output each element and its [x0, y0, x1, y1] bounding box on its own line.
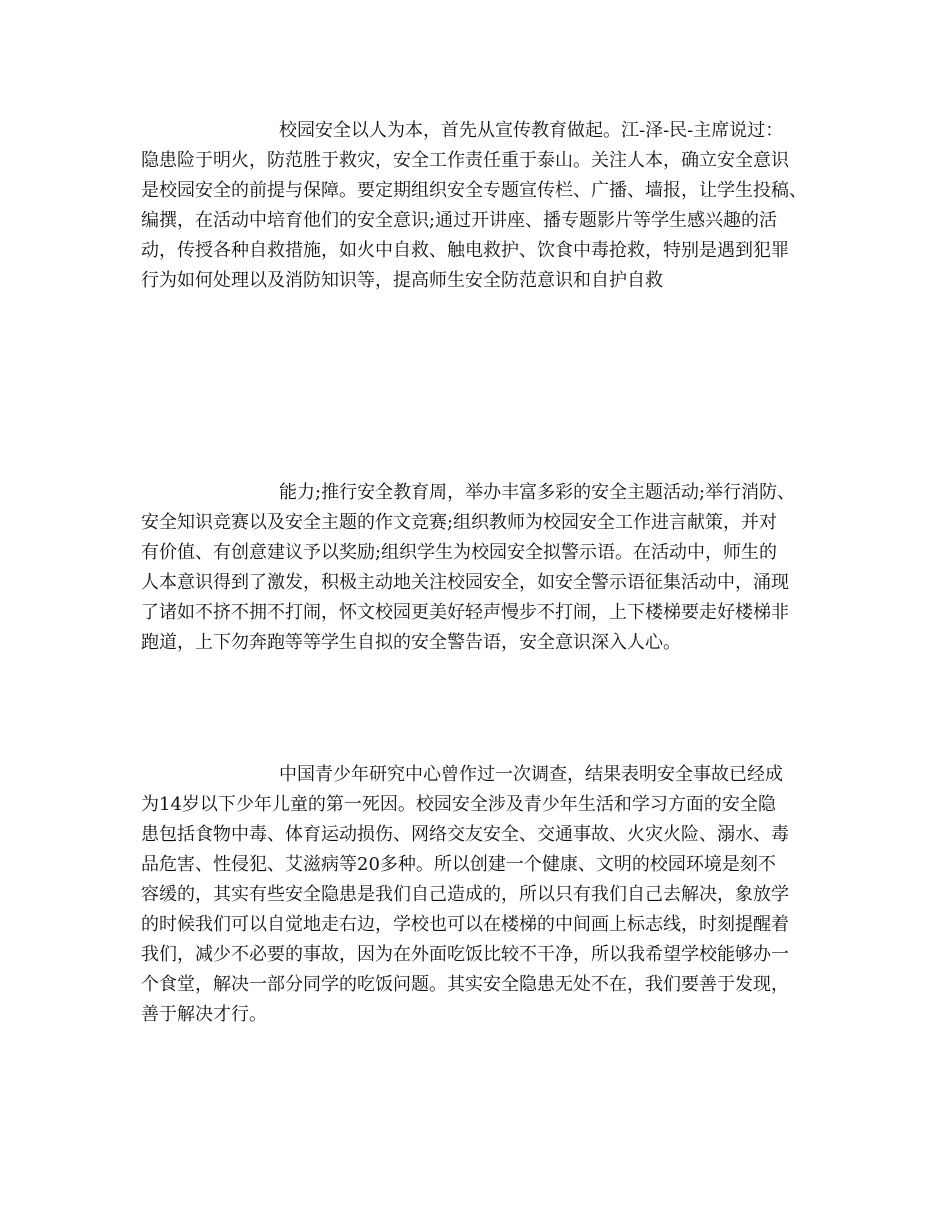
text-line: 校园安全以人为本，首先从宣传教育做起。江-泽-民-主席说过： — [279, 120, 784, 141]
text-line: 我们，减少不必要的事故，因为在外面吃饭比较不干净，所以我希望学校能够办一 — [141, 944, 789, 965]
text-line: 的时候我们可以自觉地走右边，学校也可以在楼梯的中间画上标志线，时刻提醒着 — [141, 914, 789, 935]
text-line: 中国青少年研究中心曾作过一次调查，结果表明安全事故已经成 — [279, 764, 783, 785]
paragraph-2 — [141, 478, 821, 658]
text-line: 为14岁以下少年儿童的第一死因。校园安全涉及青少年生活和学习方面的安全隐 — [141, 794, 776, 815]
text-line: 个食堂，解决一部分同学的吃饭问题。其实安全隐患无处不在，我们要善于发现， — [141, 974, 789, 995]
text-line: 编撰，在活动中培育他们的安全意识;通过开讲座、播专题影片等学生感兴趣的活 — [141, 210, 778, 231]
text-line: 品危害、性侵犯、艾滋病等20多种。所以创建一个健康、文明的校园环境是刻不 — [141, 854, 776, 875]
text-line: 人本意识得到了激发，积极主动地关注校园安全，如安全警示语征集活动中，涌现 — [141, 572, 789, 593]
text-line: 能力;推行安全教育周，举办丰富多彩的安全主题活动;举行消防、 — [279, 482, 796, 503]
paragraph-3 — [141, 760, 821, 1030]
text-line: 安全知识竞赛以及安全主题的作文竞赛;组织教师为校园安全工作进言献策，并对 — [141, 512, 778, 533]
paragraph-1 — [141, 116, 821, 296]
text-line: 隐患险于明火，防范胜于救灾，安全工作责任重于泰山。关注人本，确立安全意识 — [141, 150, 789, 171]
text-line: 动，传授各种自救措施，如火中自救、触电救护、饮食中毒抢救，特别是遇到犯罪 — [141, 240, 789, 261]
text-line: 有价值、有创意建议予以奖励;组织学生为校园安全拟警示语。在活动中，师生的 — [141, 542, 778, 563]
text-line: 是校园安全的前提与保障。要定期组织安全专题宣传栏、广播、墙报，让学生投稿、 — [141, 180, 807, 201]
text-line: 跑道，上下勿奔跑等等学生自拟的安全警告语，安全意识深入人心。 — [141, 632, 681, 653]
text-line: 了诸如不挤不拥不打闹，怀文校园更美好轻声慢步不打闹，上下楼梯要走好楼梯非 — [141, 602, 789, 623]
text-line: 容缓的，其实有些安全隐患是我们自己造成的，所以只有我们自己去解决，象放学 — [141, 884, 789, 905]
text-line: 患包括食物中毒、体育运动损伤、网络交友安全、交通事故、火灾火险、溺水、毒 — [141, 824, 789, 845]
text-line: 行为如何处理以及消防知识等，提高师生安全防范意识和自护自救 — [141, 270, 663, 291]
text-line: 善于解决才行。 — [141, 1004, 267, 1025]
